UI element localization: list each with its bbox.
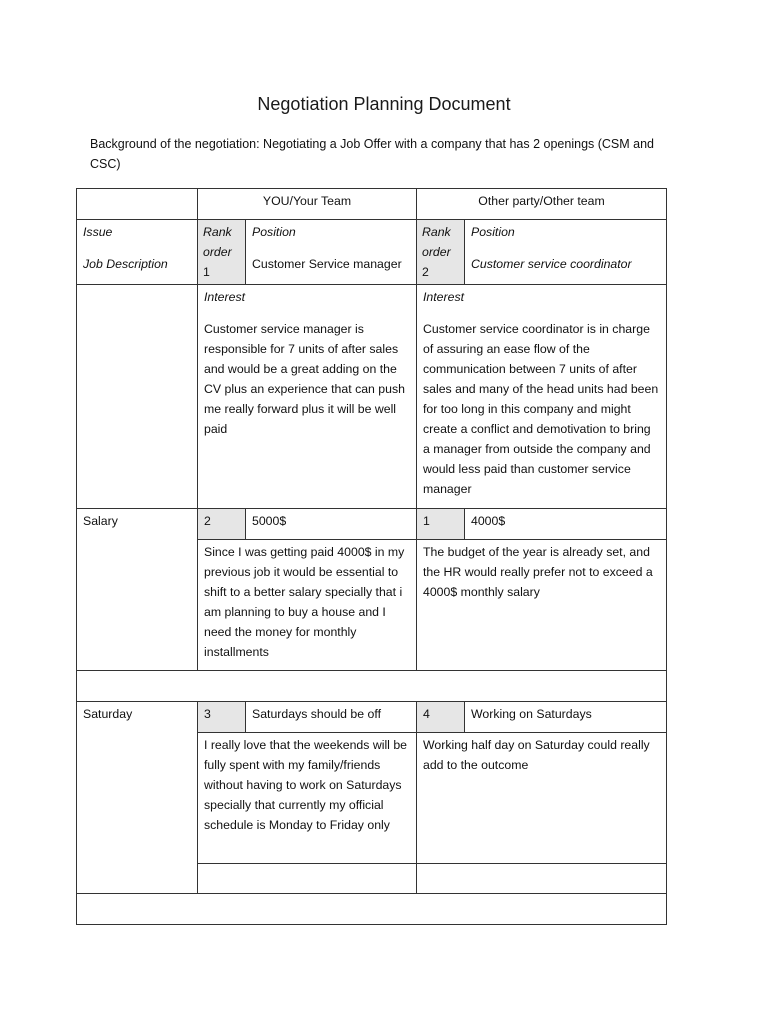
header-empty-cell (77, 189, 198, 220)
saturday-other-position: Working on Saturdays (465, 702, 667, 733)
negotiation-table (76, 188, 667, 925)
saturday-you-position: Saturdays should be off (246, 702, 417, 733)
header-you: YOU/Your Team (198, 189, 417, 220)
saturday-you-interest: I really love that the weekends will be fully spent with my family/friends without having to work on Saturdays specially that currently my official schedule is Monday to Friday only (198, 733, 417, 864)
table-row (77, 671, 667, 702)
table-row (77, 894, 667, 925)
page-title: Negotiation Planning Document (257, 94, 511, 114)
rank-label: Rank order (203, 225, 232, 259)
table-row (77, 509, 667, 540)
issue-cell (77, 220, 198, 285)
issue-name: Job Description (83, 257, 168, 271)
saturday-issue-cell: Saturday (77, 702, 198, 894)
other-rank-cell (417, 220, 465, 285)
issue-label: Issue (83, 225, 113, 239)
table-row (77, 285, 667, 509)
interest-label: Interest (204, 290, 246, 304)
empty-cell (198, 864, 417, 894)
you-position-cell (246, 220, 417, 285)
empty-row (77, 671, 667, 702)
empty-row (77, 894, 667, 925)
interest-label: Interest (423, 290, 465, 304)
other-position-cell (465, 220, 667, 285)
table-header-row (77, 189, 667, 220)
you-position-value: Customer Service manager (252, 257, 402, 271)
other-position-value: Customer service coordinator (471, 257, 632, 271)
header-other: Other party/Other team (417, 189, 667, 220)
other-interest-cell (417, 285, 667, 509)
you-rank-cell (198, 220, 246, 285)
background-statement: Background of the negotiation: Negotiating a Job Offer with a company that has 2 openings (CSM and CSC) (90, 137, 655, 171)
salary-other-interest: The budget of the year is already set, and the HR would really prefer not to exceed a 4000$ monthly salary (417, 540, 667, 671)
table-row (77, 702, 667, 733)
empty-cell (417, 864, 667, 894)
salary-other-position: 4000$ (465, 509, 667, 540)
saturday-other-rank: 4 (417, 702, 465, 733)
salary-issue-cell: Salary (77, 509, 198, 671)
other-rank-value: 2 (422, 265, 429, 279)
you-interest-cell (198, 285, 417, 509)
salary-you-interest: Since I was getting paid 4000$ in my previous job it would be essential to shift to a better salary specially that i am planning to buy a house and I need the money for monthly installments (198, 540, 417, 671)
salary-other-rank: 1 (417, 509, 465, 540)
position-label: Position (252, 225, 296, 239)
you-interest-text: Customer service manager is responsible for 7 units of after sales and would be a great adding on the CV plus an experience that can push me really forward plus it will be well paid (204, 322, 405, 436)
rank-label: Rank order (422, 225, 451, 259)
you-rank-value: 1 (203, 265, 210, 279)
salary-you-rank: 2 (198, 509, 246, 540)
empty-issue-cell (77, 285, 198, 509)
position-label: Position (471, 225, 515, 239)
saturday-other-interest: Working half day on Saturday could really add to the outcome (417, 733, 667, 864)
other-interest-text: Customer service coordinator is in charge of assuring an ease flow of the communication between 7 units of after sales and many of the head units had been for too long in this company and might create a conflict and demotivation to bring a manager from outside the company and would less paid than customer service manager (423, 322, 659, 496)
saturday-you-rank: 3 (198, 702, 246, 733)
table-row (77, 220, 667, 285)
salary-you-position: 5000$ (246, 509, 417, 540)
